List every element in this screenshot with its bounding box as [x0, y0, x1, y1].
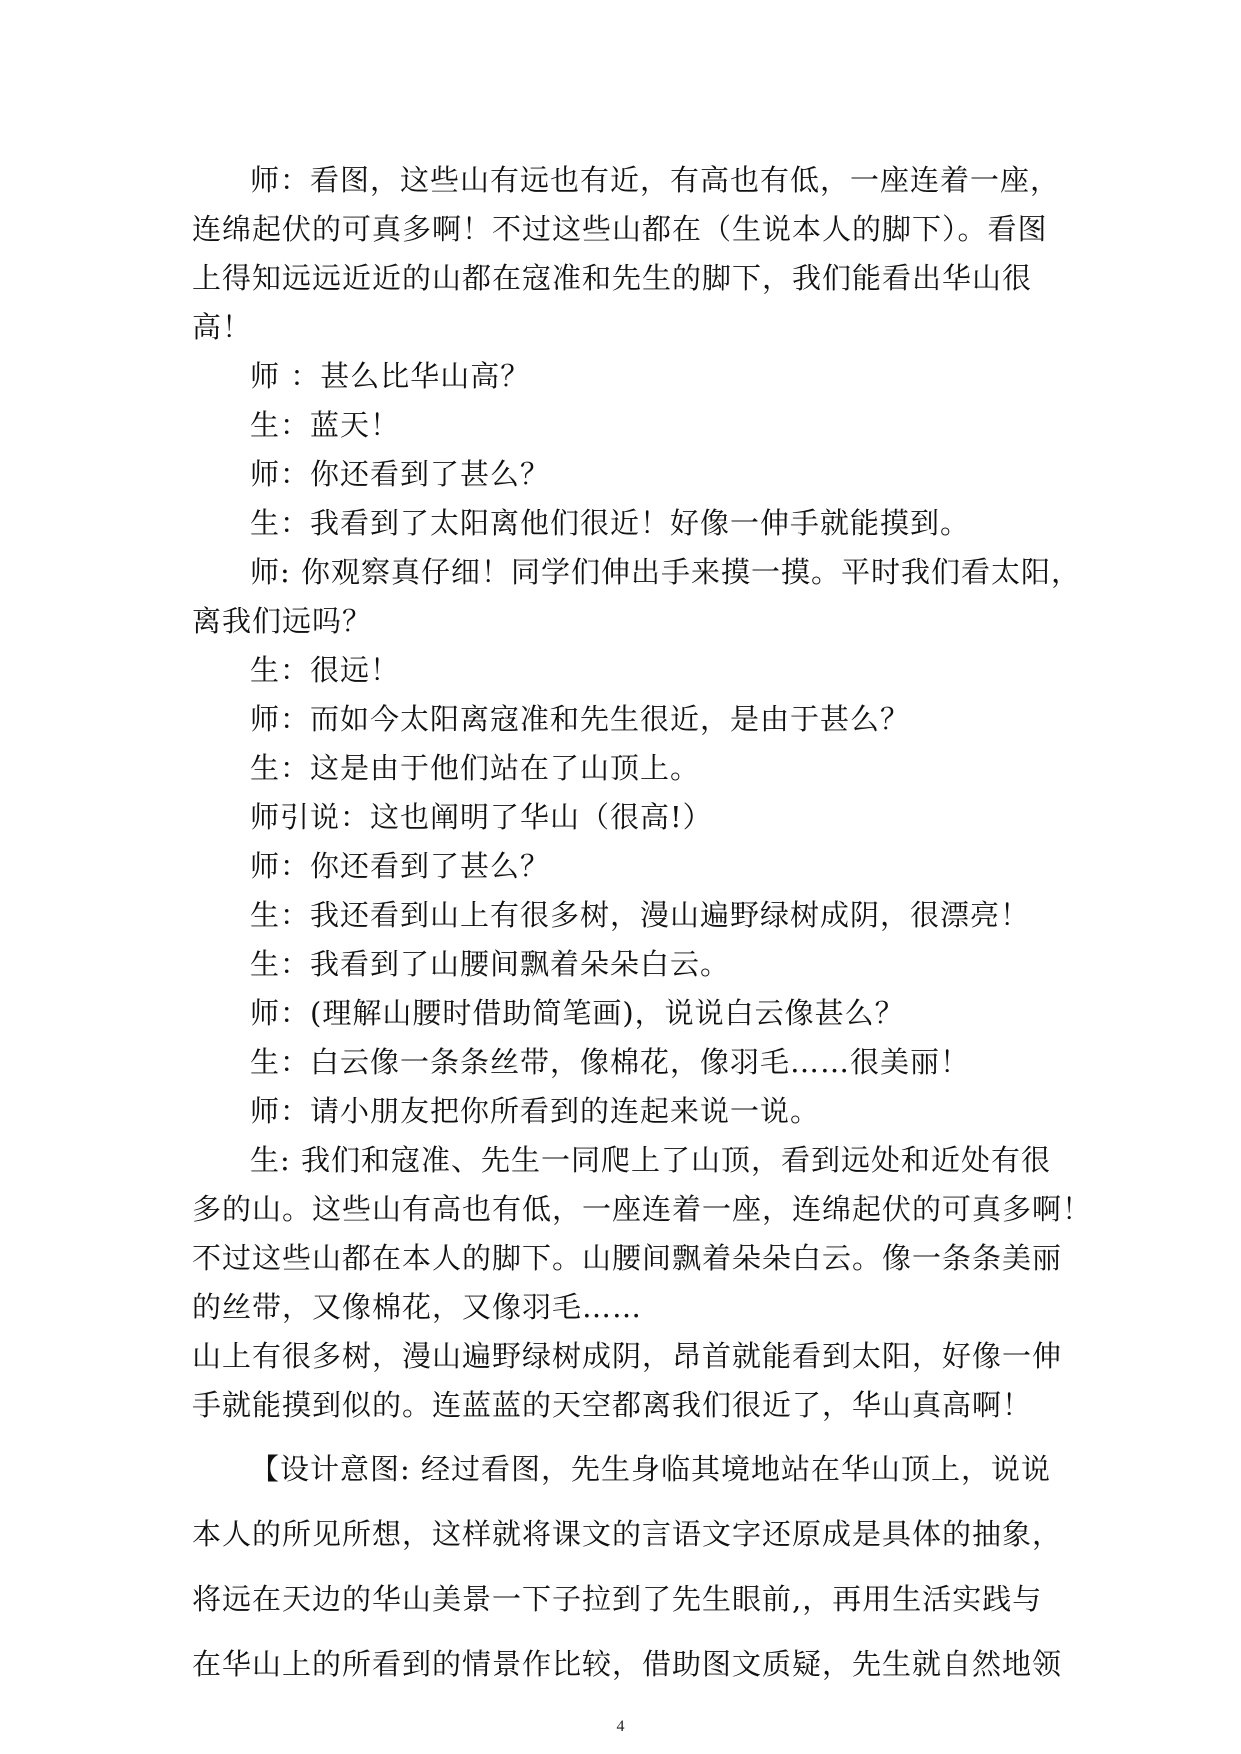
design-intent-line: 在华山上的所看到的情景作比较，借助图文质疑，先生就自然地领: [192, 1647, 1063, 1681]
dialogue-line: 生：我还看到山上有很多树，漫山遍野绿树成阴，很漂亮！: [250, 898, 1031, 932]
paragraph-line: 山上有很多树，漫山遍野绿树成阴，昂首就能看到太阳，好像一伸: [192, 1339, 1063, 1373]
dialogue-line: 师：你还看到了甚么？: [250, 849, 551, 883]
paragraph-line: 的丝带，又像棉花，又像羽毛……: [192, 1290, 643, 1324]
dialogue-line: 师引说：这也阐明了华山（很高!）: [250, 800, 713, 834]
dialogue-line: 生：这是由于他们站在了山顶上。: [250, 751, 701, 785]
paragraph-line: 手就能摸到似的。连蓝蓝的天空都离我们很近了，华山真高啊！: [192, 1388, 1033, 1422]
paragraph-line: 师：看图，这些山有远也有近，有高也有低，一座连着一座，: [250, 163, 1061, 197]
paragraph-line: 生: 我们和寇准、先生一同爬上了山顶，看到远处和近处有很: [250, 1143, 1051, 1177]
dialogue-line: 师：(理解山腰时借助简笔画)，说说白云像甚么？: [250, 996, 905, 1030]
design-intent-line: 【设计意图: 经过看图，先生身临其境地站在华山顶上，说说: [250, 1452, 1051, 1486]
paragraph-line: 高！: [192, 310, 253, 344]
dialogue-line: 师 ：甚么比华山高？: [250, 359, 531, 393]
dialogue-line: 生：白云像一条条丝带，像棉花，像羽毛……很美丽！: [250, 1045, 971, 1079]
design-intent-line: 本人的所见所想，这样就将课文的言语文字还原成是具体的抽象，: [192, 1517, 1063, 1551]
dialogue-line: 师：你还看到了甚么？: [250, 457, 551, 491]
paragraph-line: 连绵起伏的可真多啊！不过这些山都在（生说本人的脚下）。看图: [192, 212, 1048, 246]
dialogue-line: 师：请小朋友把你所看到的连起来说一说。: [250, 1094, 821, 1128]
dialogue-line: 师：而如今太阳离寇准和先生很近，是由于甚么？: [250, 702, 911, 736]
dialogue-line: 生：蓝天！: [250, 408, 401, 442]
dialogue-line: 生：很远！: [250, 653, 401, 687]
dialogue-line: 离我们远吗？: [192, 604, 373, 638]
page-number: 4: [616, 1718, 625, 1735]
design-intent-line: 将远在天边的华山美景一下子拉到了先生眼前,，再用生活实践与: [192, 1582, 1043, 1616]
paragraph-line: 多的山。这些山有高也有低，一座连着一座，连绵起伏的可真多啊！: [192, 1192, 1093, 1226]
dialogue-line: 生：我看到了太阳离他们很近！好像一伸手就能摸到。: [250, 506, 971, 540]
paragraph-line: 上得知远远近近的山都在寇准和先生的脚下，我们能看出华山很: [192, 261, 1033, 295]
paragraph-line: 不过这些山都在本人的脚下。山腰间飘着朵朵白云。像一条条美丽: [192, 1241, 1063, 1275]
dialogue-line: 生：我看到了山腰间飘着朵朵白云。: [250, 947, 731, 981]
dialogue-line: 师: 你观察真仔细！同学们伸出手来摸一摸。平时我们看太阳，: [250, 555, 1081, 589]
